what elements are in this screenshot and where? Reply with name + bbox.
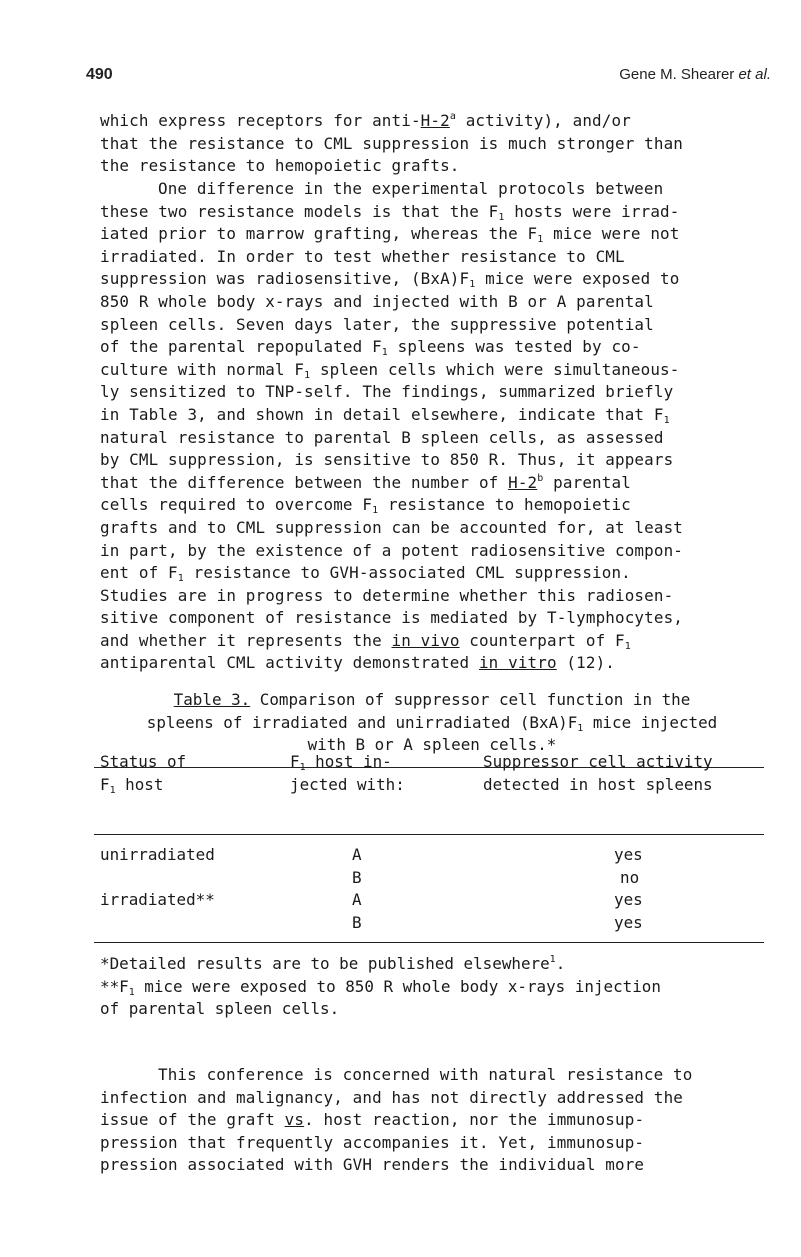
paragraph-3	[100, 1064, 764, 1177]
text-line: these two resistance models is that the F	[100, 201, 499, 221]
page-number: 490	[86, 66, 113, 83]
text-line: mice were not	[543, 224, 680, 244]
table-cell: A	[352, 890, 362, 910]
column-header: jected with:	[290, 774, 405, 794]
text-line: suppression was radiosensitive, (BxA)F	[100, 269, 470, 289]
subscript: 1	[498, 211, 505, 223]
text-line: sitive component of resistance is mediated by T-lymphocytes,	[100, 608, 684, 628]
text-line: parental	[543, 472, 631, 492]
paragraph-2	[100, 178, 764, 675]
text-line: pression that frequently accompanies it. Yet, immunosup-	[100, 1132, 645, 1152]
subscript: 1	[109, 784, 116, 796]
text-line: and whether it represents the	[100, 630, 392, 650]
text-line: in Table 3, and shown in detail elsewhere, indicate that F	[100, 404, 664, 424]
table-cell: no	[620, 867, 640, 887]
subscript: 1	[537, 234, 544, 246]
subscript: 1	[372, 505, 379, 517]
subscript: 1	[624, 640, 631, 652]
author-name: Gene M. Shearer	[619, 66, 735, 83]
table-row	[100, 844, 760, 867]
subscript: 1	[577, 722, 584, 734]
text-line: spleens of irradiated and unirradiated (BxA)F	[146, 712, 578, 732]
text-line: counterpart of F	[459, 630, 625, 650]
text-line: that the resistance to CML suppression is much stronger than	[100, 133, 684, 153]
text-line: This conference is concerned with natural resistance to	[158, 1065, 693, 1084]
text-line: vs	[284, 1110, 305, 1130]
table-header	[100, 751, 760, 796]
text-line: H-2	[420, 111, 450, 130]
table-row	[100, 867, 760, 890]
column-header: Suppressor cell activity	[483, 752, 713, 771]
text-line: culture with normal F	[100, 359, 305, 379]
footnote: *Detailed results are to be published elsewhere	[100, 954, 550, 973]
text-line: spleen cells which were simultaneous-	[310, 359, 680, 379]
text-line: One difference in the experimental protocols between	[158, 179, 664, 198]
footnote: of parental spleen cells.	[100, 999, 340, 1019]
text-line: Comparison of suppressor cell function in the	[250, 690, 691, 709]
table-cell: A	[352, 845, 362, 864]
text-line: which express receptors for anti-	[100, 111, 421, 130]
text-line: mice injected	[583, 712, 718, 732]
table-cell: yes	[614, 912, 643, 932]
superscript: a	[449, 111, 456, 122]
subscript: 1	[299, 762, 306, 773]
text-line: spleen cells. Seven days later, the suppressive potential	[100, 314, 654, 334]
text-line: issue of the graft	[100, 1110, 285, 1130]
text-line: iated prior to marrow grafting, whereas the F	[100, 224, 538, 244]
table-header-rule	[94, 834, 764, 835]
subscript: 1	[469, 279, 476, 291]
text-line: (12).	[556, 653, 616, 673]
table-row	[100, 889, 760, 912]
text-line: resistance to hemopoietic	[378, 495, 631, 515]
text-line: the resistance to hemopoietic grafts.	[100, 156, 460, 176]
column-header: detected in host spleens	[483, 774, 713, 794]
text-line: by CML suppression, is sensitive to 850 R. Thus, it appears	[100, 450, 674, 470]
superscript: 1	[549, 954, 556, 965]
table-footnotes	[100, 953, 764, 1021]
superscript: b	[537, 472, 544, 484]
text-line: that the difference between the number of	[100, 472, 509, 492]
subscript: 1	[381, 347, 388, 359]
text-line: 850 R whole body x-rays and injected with B or A parental	[100, 291, 654, 311]
subscript: 1	[177, 573, 184, 585]
text-line: resistance to GVH-associated CML suppression.	[183, 563, 631, 583]
table-cell: unirradiated	[100, 845, 215, 864]
running-head	[619, 66, 771, 83]
text-line: ly sensitized to TNP-self. The findings, summarized briefly	[100, 382, 674, 402]
table-label: Table 3.	[173, 690, 251, 709]
text-line: antiparental CML activity demonstrated	[100, 653, 479, 673]
text-line: of the parental repopulated F	[100, 337, 382, 357]
text-line: activity), and/or	[456, 111, 631, 130]
text-line: H-2	[508, 472, 538, 492]
table-cell: B	[352, 867, 362, 887]
text-line: in part, by the existence of a potent radiosensitive compon-	[100, 540, 684, 560]
column-header: F	[290, 752, 300, 771]
text-line: ent of F	[100, 563, 178, 583]
text-line: cells required to overcome F	[100, 495, 373, 515]
footnote: .	[555, 954, 566, 973]
table-cell: B	[352, 912, 362, 932]
column-header: Status of	[100, 752, 187, 771]
footnote: **F	[100, 976, 129, 996]
text-line: spleens was tested by co-	[387, 337, 641, 357]
subscript: 1	[663, 414, 670, 426]
text-line: infection and malignancy, and has not directly addressed the	[100, 1087, 684, 1107]
subscript: 1	[128, 986, 135, 998]
table-bottom-rule	[94, 942, 764, 943]
author-suffix: et al.	[738, 66, 771, 83]
text-line: natural resistance to parental B spleen cells, as assessed	[100, 427, 664, 447]
text-line: grafts and to CML suppression can be accounted for, at least	[100, 517, 684, 537]
table-row	[100, 912, 760, 935]
table-cell: irradiated**	[100, 890, 215, 910]
text-line: in vitro	[478, 653, 557, 673]
column-header: host in-	[305, 752, 392, 771]
text-line: pression associated with GVH renders the individual more	[100, 1155, 645, 1175]
page-header	[86, 62, 771, 88]
paragraph-1	[100, 110, 764, 178]
text-line: with B or A spleen cells.*	[307, 735, 557, 755]
table-cell: yes	[614, 890, 643, 910]
column-header: host	[115, 774, 164, 794]
table-cell: yes	[614, 845, 643, 864]
subscript: 1	[304, 369, 311, 381]
column-header: F	[100, 774, 110, 794]
text-line: Studies are in progress to determine whether this radiosen-	[100, 585, 674, 605]
table-caption	[100, 689, 764, 757]
table-body	[100, 844, 760, 934]
footnote: mice were exposed to 850 R whole body x-rays injection	[134, 976, 661, 996]
text-line: hosts were irrad-	[504, 201, 680, 221]
text-line: . host reaction, nor the immunosup-	[304, 1110, 645, 1130]
text-line: in vivo	[391, 630, 460, 650]
text-line: mice were exposed to	[475, 269, 680, 289]
text-line: irradiated. In order to test whether resistance to CML	[100, 246, 625, 266]
